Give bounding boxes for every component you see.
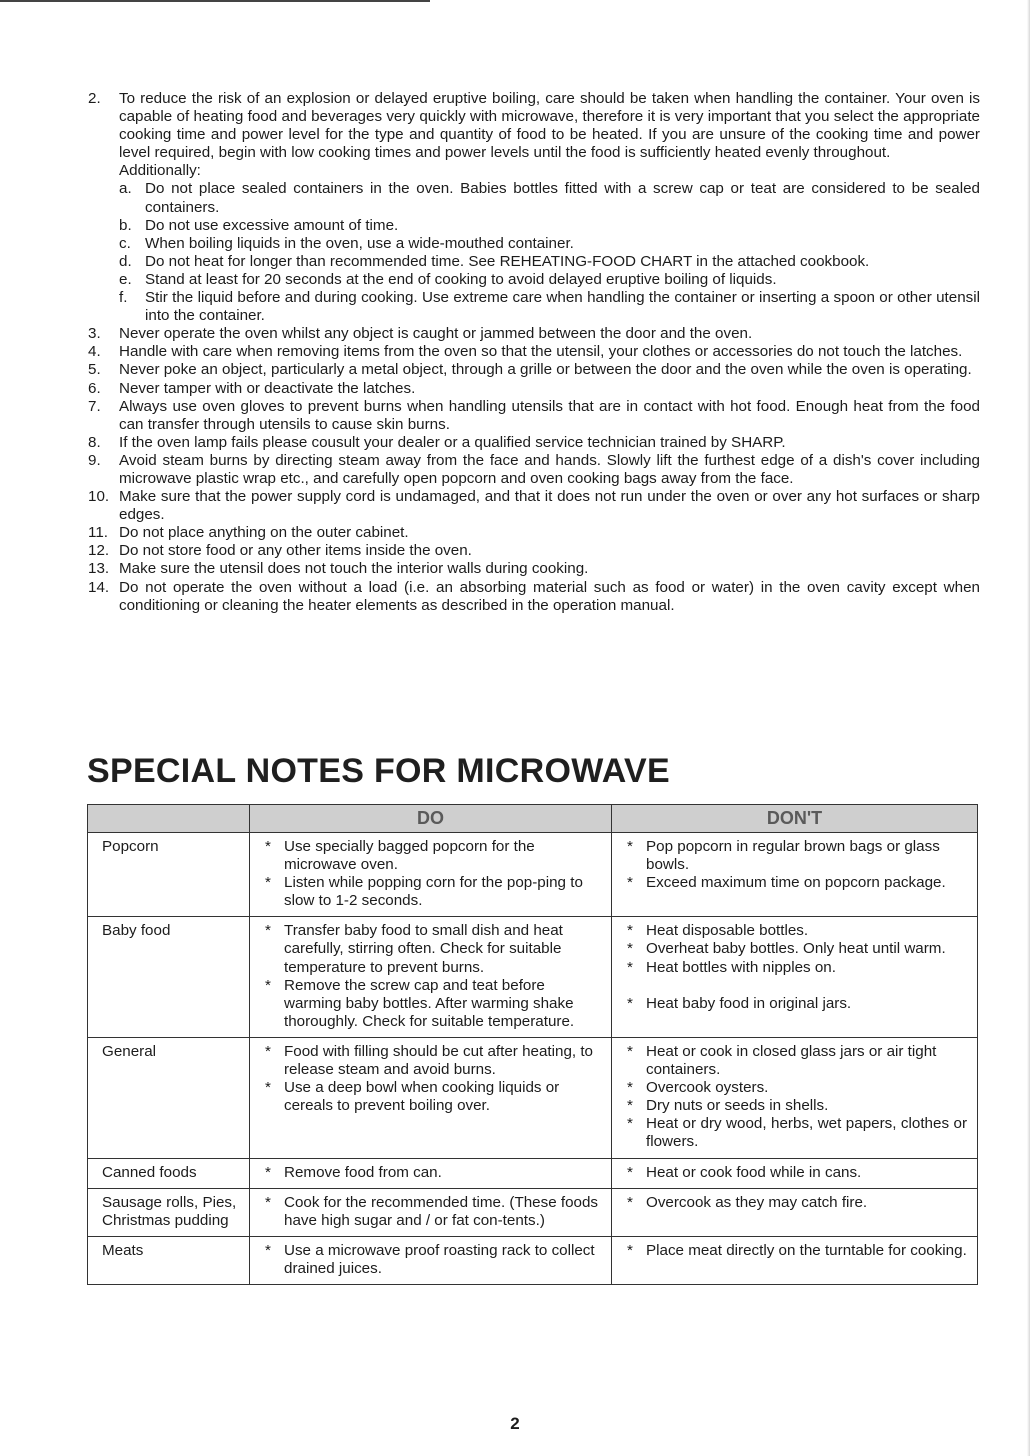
- sub-item-text: Do not use excessive amount of time.: [145, 216, 399, 234]
- dont-item-text: Pop popcorn in regular brown bags or glass bowls.: [646, 838, 940, 874]
- list-number: 9.: [88, 451, 101, 469]
- category-cell: Sausage rolls, Pies, Christmas pudding: [88, 1188, 250, 1236]
- asterisk-icon: *: [265, 976, 271, 994]
- table-header-row: [88, 805, 978, 833]
- asterisk-icon: *: [627, 1163, 633, 1181]
- list-number: 13.: [88, 560, 110, 578]
- sub-item-letter: f.: [119, 289, 128, 307]
- asterisk-icon: *: [265, 1079, 271, 1097]
- do-cell: [250, 917, 612, 1038]
- dont-item: [626, 940, 967, 958]
- do-item: [264, 977, 601, 1031]
- additionally-label: Additionally:: [119, 162, 201, 180]
- sub-item-letter: a.: [119, 180, 132, 198]
- dont-item: [626, 1194, 967, 1212]
- dont-item-text: Heat or cook in closed glass jars or air tight containers.: [646, 1042, 937, 1079]
- list-item: [88, 380, 980, 398]
- sub-item-letter: e.: [119, 270, 132, 288]
- category-header: [88, 805, 250, 833]
- do-item-text: Use a deep bowl when cooking liquids or cereals to prevent boiling over.: [284, 1079, 560, 1115]
- list-number: 6.: [88, 379, 101, 397]
- dont-item: [626, 1043, 967, 1079]
- dont-item-text: Heat or cook food while in cans.: [646, 1163, 862, 1181]
- dont-item: [626, 959, 967, 977]
- do-item: [264, 1194, 601, 1230]
- sub-list-item: [88, 217, 980, 235]
- list-item: [88, 542, 980, 560]
- top-rule: [0, 0, 430, 2]
- list-item-text: Handle with care when removing items from the oven so that the utensil, your clothes or accessories do not touch the latches.: [119, 343, 963, 361]
- asterisk-icon: *: [627, 874, 633, 892]
- list-item-text: Always use oven gloves to prevent burns when handling utensils that are in contact with hot food. Enough heat from the food can transfer through utensils to cause skin burns.: [119, 397, 980, 433]
- do-item-text: Use a microwave proof roasting rack to collect drained juices.: [284, 1241, 595, 1277]
- sub-item-text: Stand at least for 20 seconds at the end of cooking to avoid delayed eruptive boiling of liquids.: [145, 270, 777, 288]
- category-cell: General: [88, 1037, 250, 1158]
- category-cell: Meats: [88, 1236, 250, 1284]
- dont-item: [626, 995, 967, 1013]
- list-item: [88, 560, 980, 578]
- list-item: [88, 398, 980, 434]
- dont-item-text: Heat bottles with nipples on.: [646, 958, 836, 976]
- do-cell: [250, 833, 612, 917]
- list-item: [88, 524, 980, 542]
- sub-list-item: [88, 235, 980, 253]
- list-item: [88, 90, 980, 162]
- asterisk-icon: *: [265, 1241, 271, 1259]
- do-cell: [250, 1188, 612, 1236]
- category-cell: Popcorn: [88, 833, 250, 917]
- list-number: 11.: [88, 524, 108, 542]
- do-item: [264, 1079, 601, 1115]
- list-item: [88, 579, 980, 615]
- dont-item: [626, 838, 967, 874]
- dont-item: [626, 1115, 967, 1151]
- dont-cell: [612, 1188, 978, 1236]
- table-row: [88, 1236, 978, 1284]
- list-item-text: Do not operate the oven without a load (i.e. an absorbing material such as food or water) in the oven cavity except when conditioning or cleaning the heater elements as described in the operation manual.: [119, 578, 980, 614]
- dont-cell: [612, 1236, 978, 1284]
- list-item-text: Do not place anything on the outer cabinet.: [119, 524, 409, 542]
- do-cell: [250, 1037, 612, 1158]
- spacer: [626, 977, 967, 995]
- list-item: [88, 452, 980, 488]
- list-item-text: If the oven lamp fails please cousult your dealer or a qualified service technician trained by SHARP.: [119, 433, 786, 451]
- asterisk-icon: *: [627, 1042, 633, 1060]
- list-number: 12.: [88, 542, 110, 560]
- list-item: [88, 325, 980, 343]
- table-row: [88, 917, 978, 1038]
- do-item-text: Listen while popping corn for the pop-ping to slow to 1-2 seconds.: [284, 874, 583, 910]
- do-item: [264, 1242, 601, 1278]
- list-number: 8.: [88, 433, 101, 451]
- dont-item: [626, 874, 967, 892]
- list-item: [88, 434, 980, 452]
- asterisk-icon: *: [627, 940, 633, 958]
- list-item-text: To reduce the risk of an explosion or delayed eruptive boiling, care should be taken when handling the container. Your oven is capable of heating food and beverages very quickly with microwave, therefore it is very important that you select the appropriate cooking time and power level for the type and quantity of food to be heated. If you are unsure of the cooking time and power level required, begin with low cooking times and power levels until the food is sufficiently heated evenly throughout.: [119, 90, 980, 162]
- do-item-text: Use specially bagged popcorn for the microwave oven.: [284, 838, 535, 874]
- sub-item-letter: d.: [119, 252, 132, 270]
- dont-item-text: Overcook as they may catch fire.: [646, 1193, 868, 1211]
- dont-item-text: Heat disposable bottles.: [646, 922, 809, 940]
- category-cell: Canned foods: [88, 1158, 250, 1188]
- asterisk-icon: *: [265, 1042, 271, 1060]
- asterisk-icon: *: [627, 1115, 633, 1133]
- list-number: 2.: [88, 90, 101, 107]
- list-number: 3.: [88, 325, 101, 343]
- dont-item-text: Heat baby food in original jars.: [646, 994, 852, 1012]
- table-row: [88, 1037, 978, 1158]
- dont-cell: [612, 1158, 978, 1188]
- do-item: [264, 1043, 601, 1079]
- dont-item: [626, 922, 967, 940]
- do-cell: [250, 1236, 612, 1284]
- asterisk-icon: *: [265, 1193, 271, 1211]
- sub-item-text: Do not heat for longer than recommended time. See REHEATING-FOOD CHART in the attached cookbook.: [145, 252, 870, 270]
- dont-item: [626, 1164, 967, 1182]
- do-item-text: Cook for the recommended time. (These foods have high sugar and / or fat con-tents.): [284, 1193, 599, 1229]
- list-item-text: Do not store food or any other items inside the oven.: [119, 542, 472, 560]
- list-item-text: Never poke an object, particularly a metal object, through a grille or between the door and the oven while the oven is operating.: [119, 361, 972, 379]
- asterisk-icon: *: [627, 1097, 633, 1115]
- table-row: [88, 833, 978, 917]
- sub-item-text: Do not place sealed containers in the oven. Babies bottles fitted with a screw cap or teat are considered to be sealed containers.: [145, 180, 980, 216]
- sub-item-text: Stir the liquid before and during cooking. Use extreme care when handling the container or inserting a spoon or other utensil into the container.: [145, 289, 980, 325]
- table-row: [88, 1158, 978, 1188]
- sub-list-item: [88, 180, 980, 216]
- dont-item: [626, 1079, 967, 1097]
- dont-item-text: Place meat directly on the turntable for cooking.: [646, 1241, 967, 1259]
- dont-item-text: Heat or dry wood, herbs, wet papers, clothes or flowers.: [646, 1115, 967, 1151]
- asterisk-icon: *: [627, 922, 633, 940]
- dont-item-text: Overcook oysters.: [646, 1079, 769, 1097]
- asterisk-icon: *: [265, 1163, 271, 1181]
- dont-cell: [612, 833, 978, 917]
- sub-list-item: [88, 253, 980, 271]
- do-item: [264, 874, 601, 910]
- table-row: [88, 1188, 978, 1236]
- list-item-text: Make sure the utensil does not touch the interior walls during cooking.: [119, 560, 589, 578]
- sub-item-letter: b.: [119, 216, 132, 234]
- dont-item-text: Overheat baby bottles. Only heat until warm.: [646, 940, 946, 958]
- asterisk-icon: *: [265, 922, 271, 940]
- list-item: [88, 361, 980, 379]
- asterisk-icon: *: [627, 958, 633, 976]
- safety-instructions-list: [88, 90, 980, 615]
- page-number: 2: [510, 1414, 520, 1433]
- list-item-text: Never operate the oven whilst any object is caught or jammed between the door and the oven.: [119, 325, 753, 343]
- list-number: 4.: [88, 343, 101, 361]
- dont-item: [626, 1242, 967, 1260]
- dont-cell: [612, 917, 978, 1038]
- asterisk-icon: *: [627, 838, 633, 855]
- section-title: SPECIAL NOTES FOR MICROWAVE: [87, 752, 670, 790]
- dont-header: DON'T: [612, 805, 978, 833]
- list-number: 7.: [88, 397, 101, 415]
- do-item: [264, 922, 601, 976]
- sub-list-item: [88, 289, 980, 325]
- list-item-text: Avoid steam burns by directing steam away from the face and hands. Slowly lift the furthest edge of a dish's cover including microwave plastic wrap etc., and carefully open popcorn and oven cooking bags away from the face.: [119, 451, 980, 487]
- do-item-text: Remove the screw cap and teat before warming baby bottles. After warming shake thoroughly. Check for suitable temperature.: [284, 976, 575, 1030]
- do-header: DO: [250, 805, 612, 833]
- dont-item-text: Dry nuts or seeds in shells.: [646, 1097, 829, 1115]
- dont-item-text: Exceed maximum time on popcorn package.: [646, 874, 946, 892]
- sub-item-text: When boiling liquids in the oven, use a wide-mouthed container.: [145, 234, 574, 252]
- asterisk-icon: *: [265, 838, 271, 855]
- do-cell: [250, 1158, 612, 1188]
- asterisk-icon: *: [627, 1193, 633, 1211]
- list-item: [88, 488, 980, 524]
- do-item-text: Food with filling should be cut after heating, to release steam and avoid burns.: [284, 1042, 594, 1079]
- list-item-text: Make sure that the power supply cord is undamaged, and that it does not run under the oven or over any hot surfaces or sharp edges.: [119, 488, 980, 524]
- sub-list-item: [88, 271, 980, 289]
- do-item: [264, 838, 601, 874]
- do-item-text: Remove food from can.: [284, 1163, 442, 1181]
- asterisk-icon: *: [627, 1241, 633, 1259]
- list-number: 5.: [88, 361, 101, 379]
- asterisk-icon: *: [627, 994, 633, 1012]
- list-number: 14.: [88, 578, 110, 596]
- do-item-text: Transfer baby food to small dish and heat carefully, stirring often. Check for suitable temperature to prevent burns.: [284, 922, 563, 976]
- list-number: 10.: [88, 488, 110, 506]
- list-item-text: Never tamper with or deactivate the latches.: [119, 379, 416, 397]
- asterisk-icon: *: [265, 874, 271, 892]
- category-cell: Baby food: [88, 917, 250, 1038]
- microwave-notes-table: [87, 804, 978, 1285]
- do-item: [264, 1164, 601, 1182]
- sub-item-letter: c.: [119, 234, 131, 252]
- additionally-label-row: [88, 162, 980, 180]
- dont-cell: [612, 1037, 978, 1158]
- list-item: [88, 343, 980, 361]
- asterisk-icon: *: [627, 1079, 633, 1097]
- dont-item: [626, 1097, 967, 1115]
